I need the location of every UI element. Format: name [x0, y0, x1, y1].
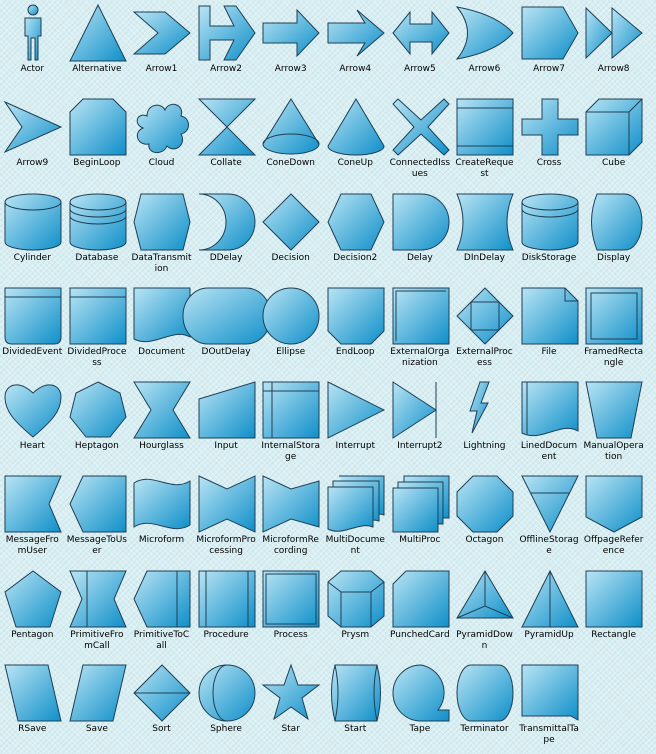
shape-item[interactable]	[388, 94, 453, 188]
shape-label: Document	[138, 346, 185, 357]
shape-label: Arrow8	[597, 64, 630, 74]
shape-item[interactable]	[65, 660, 130, 754]
shape-item[interactable]	[65, 566, 130, 660]
shape-label: ManualOperation	[583, 441, 644, 463]
shape-item[interactable]	[0, 189, 65, 283]
shape-label: Arrow9	[16, 158, 49, 169]
shape-item[interactable]	[258, 660, 323, 754]
shape-item[interactable]	[452, 471, 517, 565]
shape-label: ConeDown	[266, 158, 315, 169]
shape-item[interactable]	[581, 94, 646, 188]
shape-label: DDelay	[209, 252, 243, 263]
shape-item[interactable]	[194, 471, 259, 565]
shape-label: Cloud	[148, 158, 175, 169]
shape-label: CreateRequest	[455, 158, 514, 180]
shape-label: Arrow7	[533, 64, 565, 74]
shape-item[interactable]	[581, 283, 646, 377]
shape-label: Lightning	[463, 441, 506, 452]
shape-label: Heart	[19, 441, 45, 452]
shape-item[interactable]	[452, 566, 517, 660]
shape-item[interactable]	[581, 0, 646, 94]
shape-item[interactable]	[517, 566, 582, 660]
shape-label: Sort	[152, 724, 171, 735]
shape-item[interactable]	[452, 660, 517, 754]
shape-item[interactable]	[581, 566, 646, 660]
shape-item[interactable]	[194, 566, 259, 660]
shape-item[interactable]	[388, 189, 453, 283]
shape-label: PrimitiveToCall	[133, 629, 190, 651]
shape-label: Decision	[271, 252, 310, 263]
shape-label: Database	[75, 252, 119, 263]
shape-item[interactable]	[388, 0, 453, 94]
shape-item[interactable]	[323, 377, 388, 471]
shape-item[interactable]	[65, 471, 130, 565]
shape-label: LinedDocument	[520, 441, 578, 463]
shape-label: Arrow6	[468, 64, 501, 74]
shape-item[interactable]	[0, 283, 65, 377]
shape-item[interactable]	[517, 94, 582, 188]
shape-item[interactable]	[0, 566, 65, 660]
shape-item[interactable]	[452, 377, 517, 471]
shape-label: DInDelay	[463, 252, 505, 263]
shape-item[interactable]	[194, 189, 259, 283]
shape-label: DividedEvent	[2, 346, 63, 357]
shape-label: Microform	[138, 535, 185, 546]
shape-label: Cylinder	[13, 252, 51, 263]
shape-label: DOutDelay	[201, 346, 251, 357]
shape-label: Alternative	[72, 64, 122, 74]
shape-label: OffpageReference	[583, 535, 644, 557]
shape-label: Star	[281, 724, 300, 735]
shape-label: PyramidDown	[456, 629, 513, 651]
shape-label: Input	[214, 441, 238, 452]
shape-label: ConeUp	[337, 158, 373, 169]
shape-item[interactable]	[517, 283, 582, 377]
shape-label: Terminator	[460, 724, 509, 735]
shape-label: Arrow3	[274, 64, 307, 74]
shape-label: Pentagon	[11, 629, 54, 640]
shape-label: Interrupt2	[397, 441, 443, 452]
shape-label: File	[541, 346, 557, 357]
shape-item[interactable]	[65, 377, 130, 471]
shape-label: DiskStorage	[521, 252, 577, 263]
shape-label: Process	[273, 629, 308, 640]
shape-item[interactable]	[129, 566, 194, 660]
shape-item[interactable]	[323, 0, 388, 94]
shape-label: ExternalProcess	[456, 346, 513, 368]
shape-label: Actor	[20, 64, 45, 74]
shape-label: Arrow5	[403, 64, 436, 74]
shape-item[interactable]	[258, 566, 323, 660]
shape-item[interactable]	[0, 94, 65, 188]
shape-label: Octagon	[465, 535, 504, 546]
shape-label: Hourglass	[139, 441, 184, 452]
shape-item[interactable]	[388, 566, 453, 660]
shape-label: RSave	[18, 724, 47, 735]
shape-item[interactable]	[517, 377, 582, 471]
shape-item[interactable]	[323, 471, 388, 565]
shape-label: Tape	[409, 724, 431, 735]
shape-item[interactable]	[452, 94, 517, 188]
shape-label: PunchedCard	[390, 629, 450, 640]
shape-label: Collate	[210, 158, 242, 169]
shape-label: InternalStorage	[261, 441, 320, 463]
shape-item[interactable]	[129, 94, 194, 188]
shape-item[interactable]	[129, 283, 194, 377]
shape-item[interactable]	[129, 377, 194, 471]
shape-item[interactable]	[581, 189, 646, 283]
shape-item[interactable]	[517, 660, 582, 754]
shape-item[interactable]	[388, 660, 453, 754]
shape-item[interactable]	[129, 660, 194, 754]
shape-item[interactable]	[194, 377, 259, 471]
shape-label: Arrow4	[339, 64, 372, 74]
shape-item[interactable]	[581, 471, 646, 565]
shape-item[interactable]	[258, 377, 323, 471]
shape-item[interactable]	[323, 94, 388, 188]
shape-label: Procedure	[203, 629, 249, 640]
shape-label: MessageFromUser	[5, 535, 59, 557]
shape-item[interactable]	[194, 94, 259, 188]
shape-label: MultiDocument	[325, 535, 385, 557]
shape-item[interactable]	[258, 0, 323, 94]
shape-item[interactable]	[452, 0, 517, 94]
shape-label: Cube	[602, 158, 626, 169]
shape-item[interactable]	[194, 283, 259, 377]
shape-item[interactable]	[129, 189, 194, 283]
shape-label: MicroformProcessing	[196, 535, 256, 557]
shape-item[interactable]	[0, 471, 65, 565]
shape-label: Start	[344, 724, 367, 735]
shape-label: Rectangle	[591, 629, 637, 640]
shape-item[interactable]	[65, 283, 130, 377]
shape-item[interactable]	[517, 471, 582, 565]
shape-label: PrimitiveFromCall	[70, 629, 124, 651]
shape-label: MicroformRecording	[262, 535, 319, 557]
shape-label: Save	[85, 724, 108, 735]
shape-item[interactable]	[194, 0, 259, 94]
shape-label: Sphere	[210, 724, 242, 735]
shape-item[interactable]	[258, 94, 323, 188]
shape-label: OfflineStorage	[519, 535, 579, 557]
shape-label: MultiProc	[399, 535, 441, 546]
shape-label: EndLoop	[335, 346, 375, 357]
shape-item[interactable]	[323, 566, 388, 660]
shape-label: Ellipse	[276, 346, 306, 357]
shape-label: Display	[597, 252, 631, 263]
shape-item[interactable]	[323, 283, 388, 377]
shape-item[interactable]	[129, 0, 194, 94]
shape-label: FramedRectangle	[584, 346, 644, 368]
shape-label: DataTransmition	[131, 252, 192, 274]
shape-item[interactable]	[323, 660, 388, 754]
shape-item[interactable]	[0, 660, 65, 754]
shape-item[interactable]	[65, 189, 130, 283]
shape-label: Interrupt	[335, 441, 376, 452]
shape-item[interactable]	[194, 660, 259, 754]
shape-label: ExternalOrganization	[390, 346, 450, 368]
shape-label: Decision2	[333, 252, 378, 263]
shape-item[interactable]	[517, 189, 582, 283]
shape-label: Prysm	[341, 629, 370, 640]
shape-item[interactable]	[388, 471, 453, 565]
shape-item[interactable]	[323, 189, 388, 283]
shape-item[interactable]	[65, 94, 130, 188]
shape-label: ConnectedIssues	[389, 158, 451, 180]
shape-label: Arrow2	[210, 64, 242, 74]
shape-item[interactable]	[129, 471, 194, 565]
shape-item[interactable]	[388, 377, 453, 471]
shape-label: PyramidUp	[524, 629, 574, 640]
shape-label: TransmittalTape	[519, 724, 579, 746]
shape-label: Delay	[406, 252, 433, 263]
shape-item[interactable]	[581, 377, 646, 471]
shape-label: Heptagon	[74, 441, 119, 452]
shape-item[interactable]	[258, 189, 323, 283]
shape-item[interactable]	[452, 189, 517, 283]
shape-item[interactable]	[452, 283, 517, 377]
shape-label: DividedProcess	[67, 346, 127, 368]
shape-label: BeginLoop	[73, 158, 121, 169]
shape-label: Arrow1	[145, 64, 178, 74]
shape-item[interactable]	[258, 283, 323, 377]
shape-item[interactable]	[0, 0, 65, 94]
shape-item[interactable]	[388, 283, 453, 377]
shape-label: MessageToUser	[66, 535, 127, 557]
shape-item[interactable]	[0, 377, 65, 471]
shape-item[interactable]	[258, 471, 323, 565]
shape-label: Cross	[536, 158, 562, 169]
shape-item[interactable]	[65, 0, 130, 94]
shape-item[interactable]	[517, 0, 582, 94]
